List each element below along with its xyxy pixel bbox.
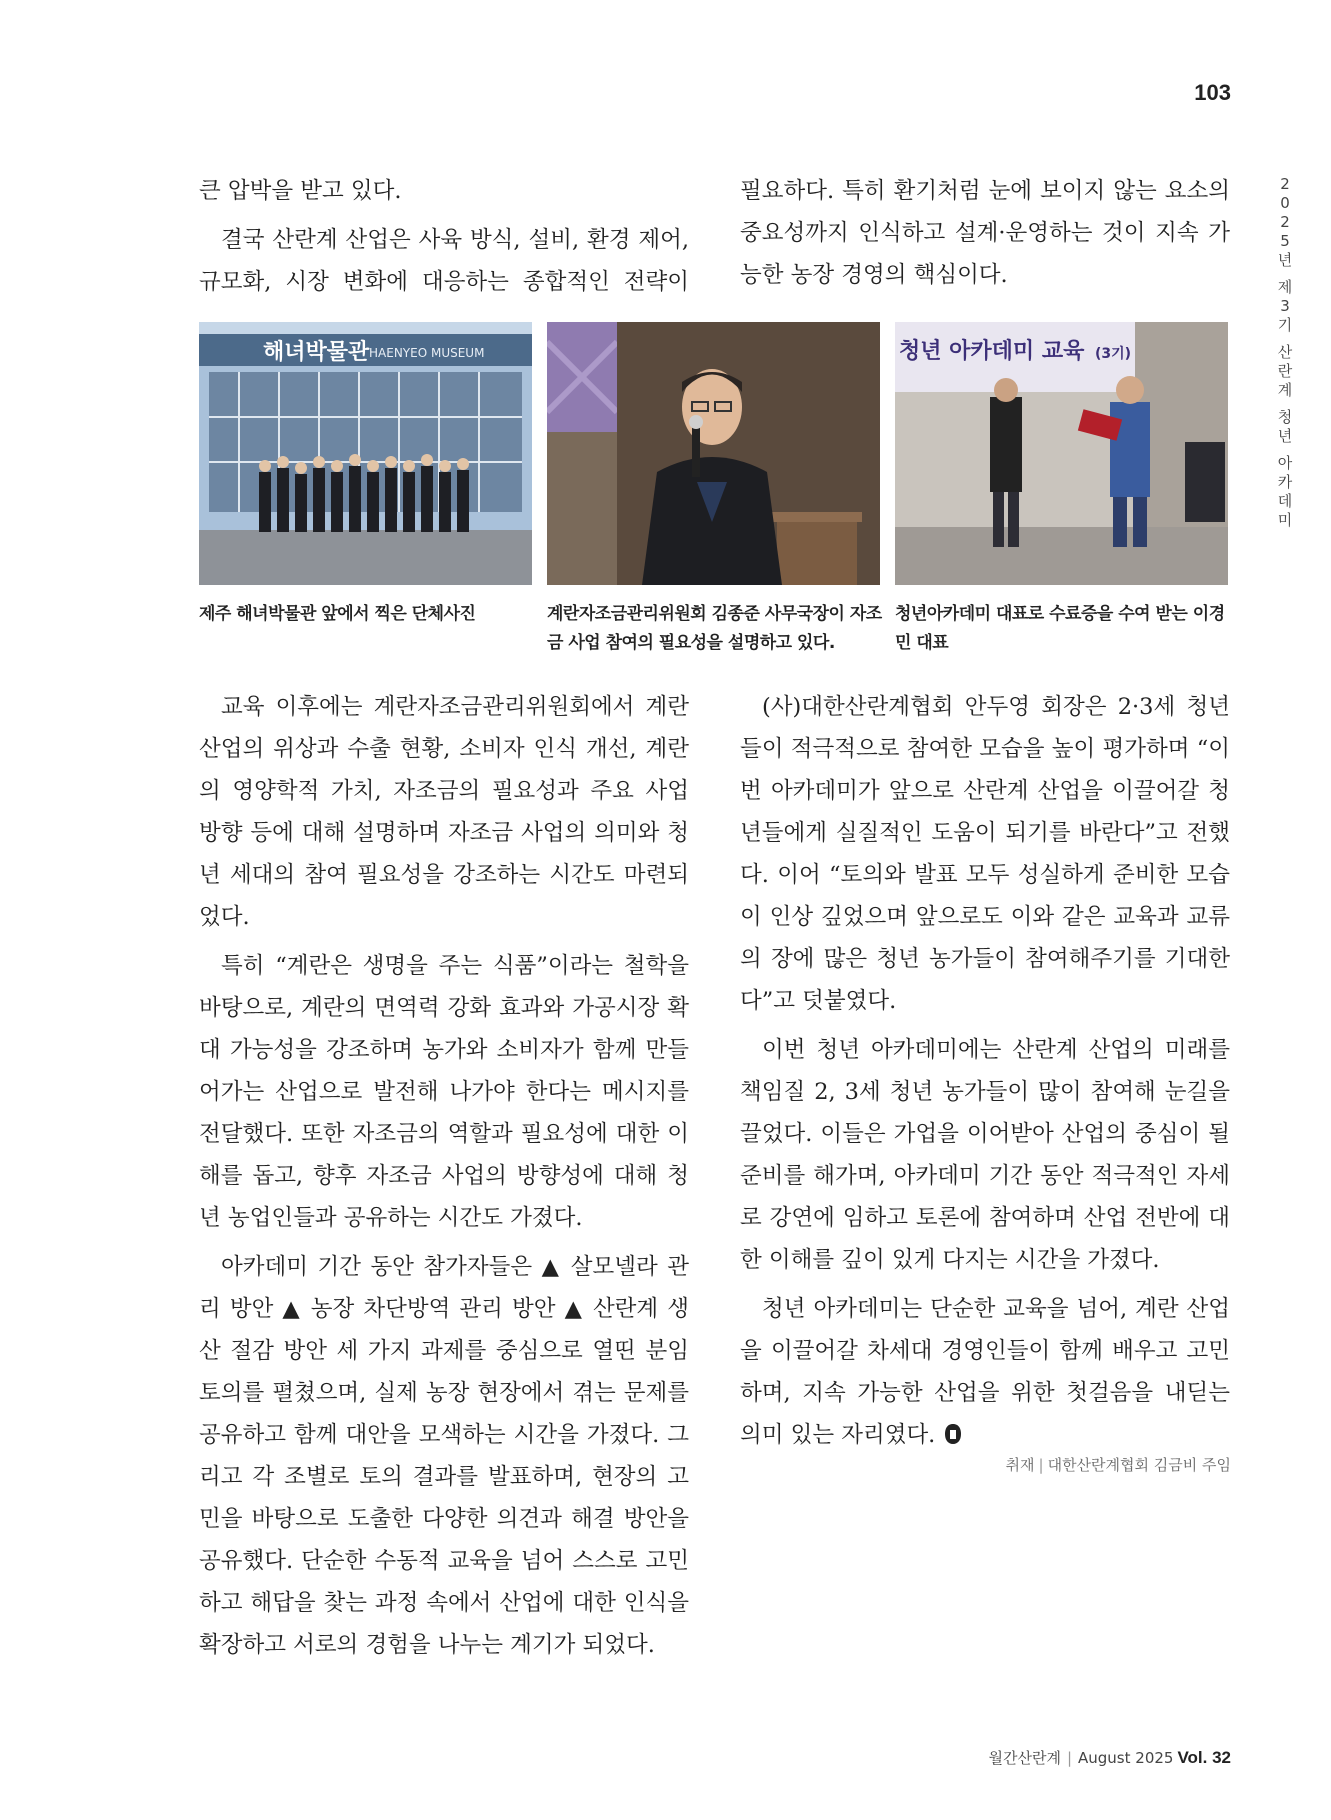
credit-separator: | [1038, 1456, 1044, 1474]
article-paragraph-text: 청년 아카데미는 단순한 교육을 넘어, 계란 산업을 이끌어갈 차세대 경영인들이 함께 배우고 고민하며, 지속 가능한 산업을 위한 첫걸음을 내딛는 의미 있는 자리였다. [740, 1296, 1230, 1448]
side-title-char: 3 [1280, 297, 1290, 315]
page-number: 103 [1194, 80, 1231, 105]
side-title-char: 년 [1277, 251, 1293, 269]
photo-group-museum-image [199, 322, 532, 585]
side-title-char: 미 [1277, 511, 1293, 529]
side-title-char: 카 [1277, 473, 1293, 491]
article-column-bottom-left [199, 686, 689, 1673]
article-paragraph: 아카데미 기간 동안 참가자들은 ▲ 살모넬라 관리 방안 ▲ 농장 차단방역 관리 방안 ▲ 산란계 생산 절감 방안 세 가지 과제를 중심으로 열띤 분임 토의를 펼쳤으며, 실제 농장 현장에서 겪는 문제를 공유하고 함께 대안을 모색하는 시간을 가졌다. 그리고 각 조별로 토의 결과를 발표하며, 현장의 고민을 바탕으로 도출한 다양한 의견과 해결 방안을 공유했다. 단순한 수동적 교육을 넘어 스스로 고민하고 해답을 찾는 과정 속에서 산업에 대한 인식을 확장하고 서로의 경험을 나누는 계기가 되었다. [199, 1254, 689, 1658]
article-paragraph: 결국 산란계 산업은 사육 방식, 설비, 환경 제어, 규모화, 시장 변화에 대응하는 종합적인 전략이 [199, 227, 689, 295]
side-title-char: 청 [1277, 408, 1293, 426]
side-title-char: 2 [1280, 213, 1290, 231]
side-section-title [1275, 175, 1295, 530]
photo-caption: 계란자조금관리위원회 김종준 사무국장이 자조금 사업 참여의 필요성을 설명하고 있다. [547, 604, 882, 653]
photo-speaker [547, 322, 880, 585]
banner-main-text: 청년 아카데미 교육 [899, 339, 1085, 364]
article-paragraph: 특히 “계란은 생명을 주는 식품”이라는 철학을 바탕으로, 계란의 면역력 강화 효과와 가공시장 확대 가능성을 강조하며 농가와 소비자가 함께 만들어가는 산업으로 발전해 나가야 한다는 메시지를 전달했다. 또한 자조금의 역할과 필요성에 대한 이해를 돕고, 향후 자조금 사업의 방향성에 대해 청년 농업인들과 공유하는 시간도 가졌다. [199, 953, 689, 1231]
side-title-char: 아 [1277, 454, 1293, 472]
page-footer [989, 1747, 1232, 1768]
article-paragraph: 이번 청년 아카데미에는 산란계 산업의 미래를 책임질 2, 3세 청년 농가들이 많이 참여해 눈길을 끌었다. 이들은 가업을 이어받아 산업의 중심이 될 준비를 해가며, 아카데미 기간 동안 적극적인 자세로 강연에 임하고 토론에 참여하며 산업 전반에 대한 이해를 깊이 있게 다지는 시간을 가졌다. [740, 1037, 1230, 1273]
side-title-char: 0 [1280, 194, 1290, 212]
article-paragraph: 큰 압박을 받고 있다. [199, 178, 402, 204]
footer-magazine: 월간산란계 [988, 1749, 1061, 1767]
side-title-char: 2 [1280, 175, 1290, 193]
credit-author: 대한산란계협회 김금비 주임 [1047, 1456, 1231, 1474]
photo-caption: 청년아카데미 대표로 수료증을 수여 받는 이경민 대표 [895, 604, 1225, 653]
side-title-char: 란 [1277, 362, 1293, 380]
article-paragraph: (사)대한산란계협회 안두영 회장은 2·3세 청년들이 적극적으로 참여한 모습을 높이 평가하며 “이번 아카데미가 앞으로 산란계 산업을 이끌어갈 청년들에게 실질적인 도움이 되기를 바란다”고 전했다. 이어 “토의와 발표 모두 성실하게 준비한 모습이 인상 깊었으며 앞으로도 이와 같은 교육과 교류의 장에 많은 청년 농가들이 참여해주기를 기대한다”고 덧붙였다. [740, 694, 1230, 1014]
article-paragraph: 교육 이후에는 계란자조금관리위원회에서 계란 산업의 위상과 수출 현황, 소비자 인식 개선, 계란의 영양학적 가치, 자조금의 필요성과 주요 사업 방향 등에 대해 설명하며 자조금 사업의 의미와 청년 세대의 참여 필요성을 강조하는 시간도 마련되었다. [199, 694, 689, 930]
photo-group-museum [199, 322, 532, 585]
article-credit [1006, 1454, 1231, 1475]
banner-sub-text: (3기) [1095, 346, 1132, 362]
footer-separator: | [1066, 1749, 1073, 1767]
side-title-char: 5 [1280, 232, 1290, 250]
side-title-char: 기 [1277, 316, 1293, 334]
photo-certificate [895, 322, 1228, 585]
museum-sign-english: HAENYEO MUSEUM [369, 346, 485, 360]
museum-sign-korean: 해녀박물관 [263, 340, 370, 365]
footer-issue: August 2025 [1078, 1749, 1174, 1767]
credit-label: 취재 [1005, 1456, 1035, 1474]
article-column-top-right [740, 170, 1230, 303]
side-title-char: 산 [1277, 343, 1293, 361]
article-column-bottom-right [740, 686, 1230, 1463]
side-title-char: 데 [1277, 492, 1293, 510]
side-title-char: 년 [1277, 427, 1293, 445]
article-paragraph: 필요하다. 특히 환기처럼 눈에 보이지 않는 요소의 중요성까지 인식하고 설계·운영하는 것이 지속 가능한 농장 경영의 핵심이다. [740, 178, 1230, 288]
photo-certificate-image [895, 322, 1228, 585]
photo-caption: 제주 해녀박물관 앞에서 찍은 단체사진 [199, 604, 476, 624]
footer-volume: Vol. 32 [1177, 1748, 1231, 1767]
side-title-char: 계 [1277, 381, 1293, 399]
end-mark-icon [943, 1423, 963, 1445]
side-title-char: 제 [1277, 278, 1293, 296]
photo-speaker-image [547, 322, 880, 585]
article-paragraph-final [740, 1288, 1230, 1456]
article-column-top-left [199, 170, 689, 310]
